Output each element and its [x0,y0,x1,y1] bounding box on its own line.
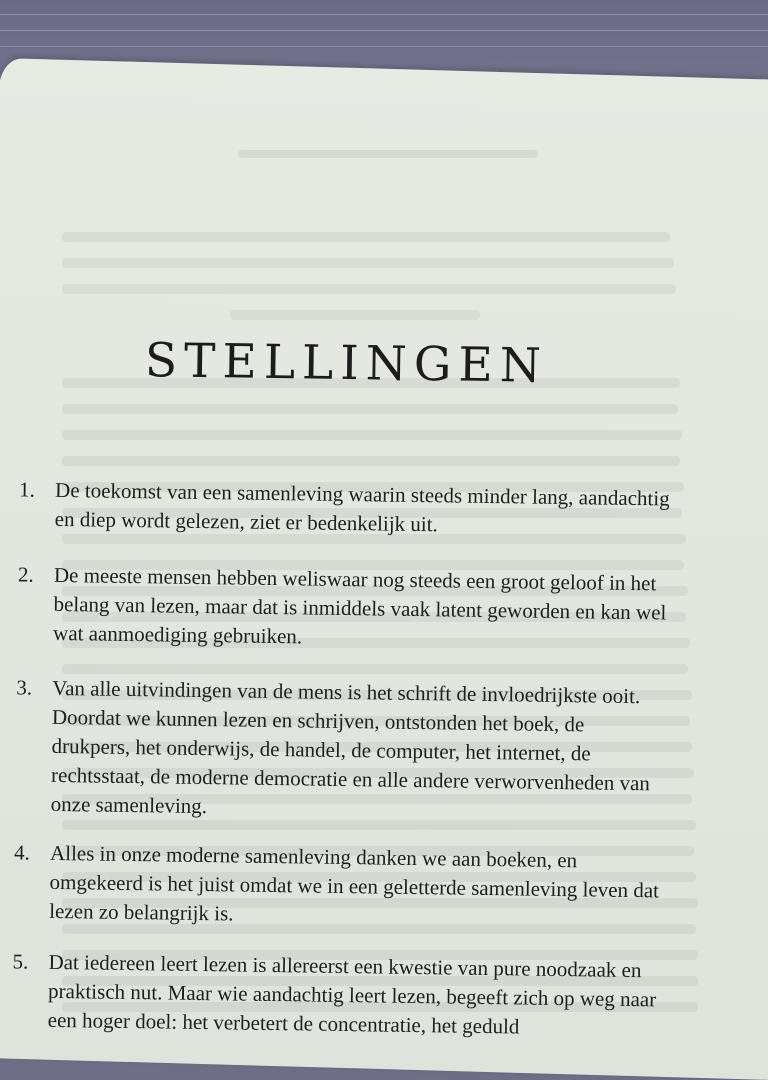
list-item [13,838,674,926]
item-text: Alles in onze moderne samenleving danken we aan boeken, en omgekeerd is het juist omdat we in een geletterde samenleving leven dat lezen zo belangrijk is. [49,840,660,926]
list-item [12,947,673,1039]
list-item [18,475,679,537]
item-number: 2. [17,562,34,587]
item-text: Dat iedereen leert lezen is allereerst een kwestie van pure noodzaak en praktisch nut. Maar wie aandachtig leert lezen, begeeft zich op weg naar een hoger doel: het verbetert de concentratie, het geduld [47,949,657,1039]
list-item [17,560,678,649]
item-text: De meeste mensen hebben weliswaar nog steeds een groot geloof in het belang van lezen, maar dat is inmiddels vaak latent geworden en kan wel wat aanmoediging gebruiken. [52,562,667,649]
item-text: De toekomst van een samenleving waarin steeds minder lang, aandachtig en diep wordt gelezen, ziet er bedenkelijk uit. [54,477,670,537]
item-text: Van alle uitvindingen van de mens is het schrift de invloedrijkste ooit. Doordat we kunnen lezen en schrijven, ontstonden het boek, de drukpers, het onderwijs, de handel, de computer, het internet, de rechtsstaat, de moderne democratie en alle andere verworvenheden van onze samenleving. [50,675,651,819]
list-item [16,673,677,819]
item-number: 3. [16,675,33,700]
page-title: STELLINGEN [144,333,549,394]
item-number: 1. [18,477,36,502]
item-number: 4. [13,840,30,865]
item-number: 5. [12,949,29,974]
